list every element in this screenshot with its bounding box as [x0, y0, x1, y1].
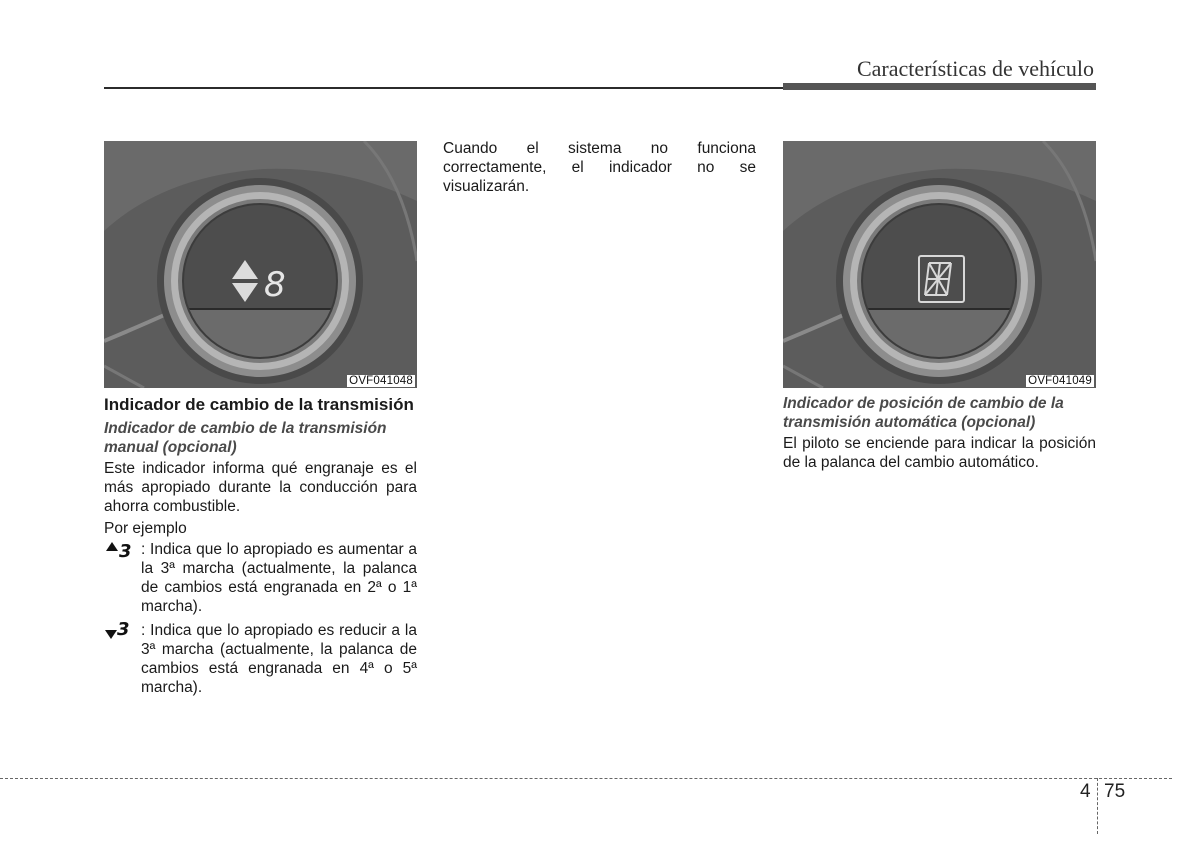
- list-item-upshift: [104, 540, 417, 617]
- footer-divider: [1097, 778, 1098, 834]
- svg-text:3: 3: [119, 540, 132, 560]
- svg-text:3: 3: [117, 620, 130, 640]
- upshift-3-icon: [104, 540, 141, 560]
- header-rule: [104, 87, 784, 89]
- automatic-position-indicator-illustration: [783, 141, 1096, 388]
- chapter-number: 4: [1080, 781, 1091, 802]
- figure-code: OVF041048: [349, 375, 413, 387]
- downshift-text: : Indica que lo apropiado es reducir a la 3ª marcha (actualmente, la palanca de cambios está engranada en 4ª o 5ª marcha).: [141, 621, 417, 697]
- automatic-description: El piloto se enciende para indicar la posición de la palanca del cambio automático.: [783, 435, 1096, 472]
- upshift-text: : Indica que lo apropiado es aumentar a la 3ª marcha (actualmente, la palanca de cambios está engranada en 2ª o 1ª marcha).: [141, 540, 417, 616]
- page-number: 75: [1104, 781, 1126, 802]
- downshift-3-icon: [104, 621, 141, 641]
- header-title: Características de vehículo: [856, 56, 1094, 81]
- footer-rule: [0, 778, 1172, 779]
- example-label: Por ejemplo: [104, 519, 187, 537]
- manual-shift-indicator-illustration: [104, 141, 417, 388]
- list-item-downshift: [104, 621, 417, 698]
- figure-automatic-position-indicator: [783, 141, 1096, 388]
- manual-description: Este indicador informa qué engranaje es el más apropiado durante la conducción para ahorra combustible.: [104, 460, 417, 516]
- right-column: [783, 394, 1096, 472]
- gear-digit: 8: [264, 265, 286, 305]
- manual-subheading: Indicador de cambio de la transmisión manual (opcional): [104, 420, 387, 456]
- figure-manual-shift-indicator: [104, 141, 417, 388]
- automatic-subheading: Indicador de posición de cambio de la transmisión automática (opcional): [783, 395, 1064, 431]
- malfunction-note: Cuando el sistema no funciona correctamente, el indicador no se visualizarán.: [443, 140, 756, 196]
- section-heading: Indicador de cambio de la transmisión: [104, 395, 414, 414]
- figure-code: OVF041049: [1028, 375, 1092, 387]
- left-column: [104, 395, 417, 697]
- header-rule-accent: [783, 83, 1096, 90]
